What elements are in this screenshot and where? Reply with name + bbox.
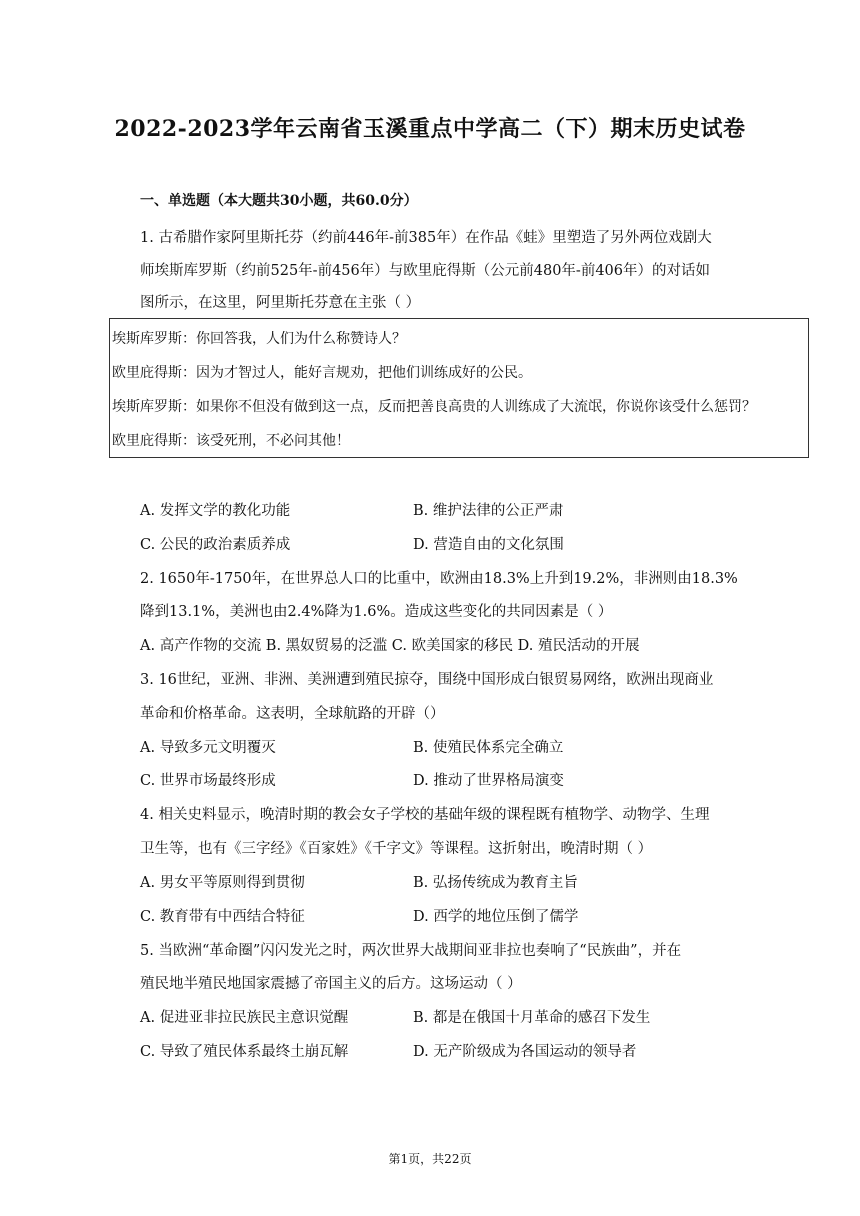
- question-1-option-b: B. 维护法律的公正严肃: [413, 503, 564, 519]
- question-4-option-a: A. 男女平等原则得到贯彻: [140, 875, 305, 891]
- question-2-line-2: 降到13.1%，美洲也由2.4%降为1.6%。造成这些变化的共同因素是（ ）: [140, 604, 613, 620]
- question-3-line-1: 3. 16世纪，亚洲、非洲、美洲遭到殖民掠夺，围绕中国形成白银贸易网络，欧洲出现商业: [140, 672, 714, 688]
- dialogue-line-1: 埃斯库罗斯：你回答我，人们为什么称赞诗人？: [112, 331, 406, 347]
- question-4-option-c: C. 教育带有中西结合特征: [140, 909, 305, 925]
- question-5-line-2: 殖民地半殖民地国家震撼了帝国主义的后方。这场运动（ ）: [140, 976, 522, 992]
- question-1-option-c: C. 公民的政治素质养成: [140, 537, 291, 553]
- question-3-option-c: C. 世界市场最终形成: [140, 773, 276, 789]
- section-heading: 一、单选题（本大题共30小题，共60.0分）: [140, 193, 418, 209]
- question-4-option-b: B. 弘扬传统成为教育主旨: [413, 875, 578, 891]
- exam-title: 2022-2023学年云南省玉溪重点中学高二（下）期末历史试卷: [114, 116, 746, 142]
- question-1-option-a: A. 发挥文学的教化功能: [140, 503, 291, 519]
- question-5-option-d: D. 无产阶级成为各国运动的领导者: [413, 1044, 637, 1060]
- dialogue-line-4: 欧里庇得斯：该受死刑，不必问其他！: [112, 433, 350, 449]
- question-4-option-d: D. 西学的地位压倒了儒学: [413, 909, 579, 925]
- question-5-option-a: A. 促进亚非拉民族民主意识觉醒: [140, 1010, 349, 1026]
- dialogue-line-3: 埃斯库罗斯：如果你不但没有做到这一点，反而把善良高贵的人训练成了大流氓，你说你该受什么惩罚？: [112, 399, 756, 415]
- question-3-line-2: 革命和价格革命。这表明，全球航路的开辟（）: [140, 706, 445, 722]
- question-1-option-d: D. 营造自由的文化氛围: [413, 537, 564, 553]
- question-3-option-d: D. 推动了世界格局演变: [413, 773, 564, 789]
- question-2-options: A. 高产作物的交流 B. 黑奴贸易的泛滥 C. 欧美国家的移民 D. 殖民活动的开展: [140, 638, 640, 654]
- question-1-line-3: 图所示，在这里，阿里斯托芬意在主张（ ）: [140, 295, 421, 311]
- question-4-line-1: 4. 相关史料显示，晚清时期的教会女子学校的基础年级的课程既有植物学、动物学、生理: [140, 807, 710, 823]
- question-3-option-a: A. 导致多元文明覆灭: [140, 740, 276, 756]
- question-5-option-b: B. 都是在俄国十月革命的感召下发生: [413, 1010, 651, 1026]
- question-3-option-b: B. 使殖民体系完全确立: [413, 740, 564, 756]
- dialogue-quote-box: [109, 318, 809, 458]
- question-1-line-1: 1. 古希腊作家阿里斯托芬（约前446年-前385年）在作品《蛙》里塑造了另外两位戏剧大: [140, 230, 712, 246]
- question-5-option-c: C. 导致了殖民体系最终土崩瓦解: [140, 1044, 349, 1060]
- page-number: 第1页，共22页: [388, 1152, 472, 1166]
- question-4-line-2: 卫生等，也有《三字经》《百家姓》《千字文》等课程。这折射出，晚清时期（ ）: [140, 841, 653, 857]
- question-1-line-2: 师埃斯库罗斯（约前525年-前456年）与欧里庇得斯（公元前480年-前406年）的对话如: [140, 263, 711, 279]
- question-2-line-1: 2. 1650年-1750年，在世界总人口的比重中，欧洲由18.3%上升到19.2%，非洲则由18.3%: [140, 571, 738, 587]
- dialogue-line-2: 欧里庇得斯：因为才智过人，能好言规劝，把他们训练成好的公民。: [112, 365, 532, 381]
- question-5-line-1: 5. 当欧洲“革命圈”闪闪发光之时，两次世界大战期间亚非拉也奏响了“民族曲”，并在: [140, 943, 682, 959]
